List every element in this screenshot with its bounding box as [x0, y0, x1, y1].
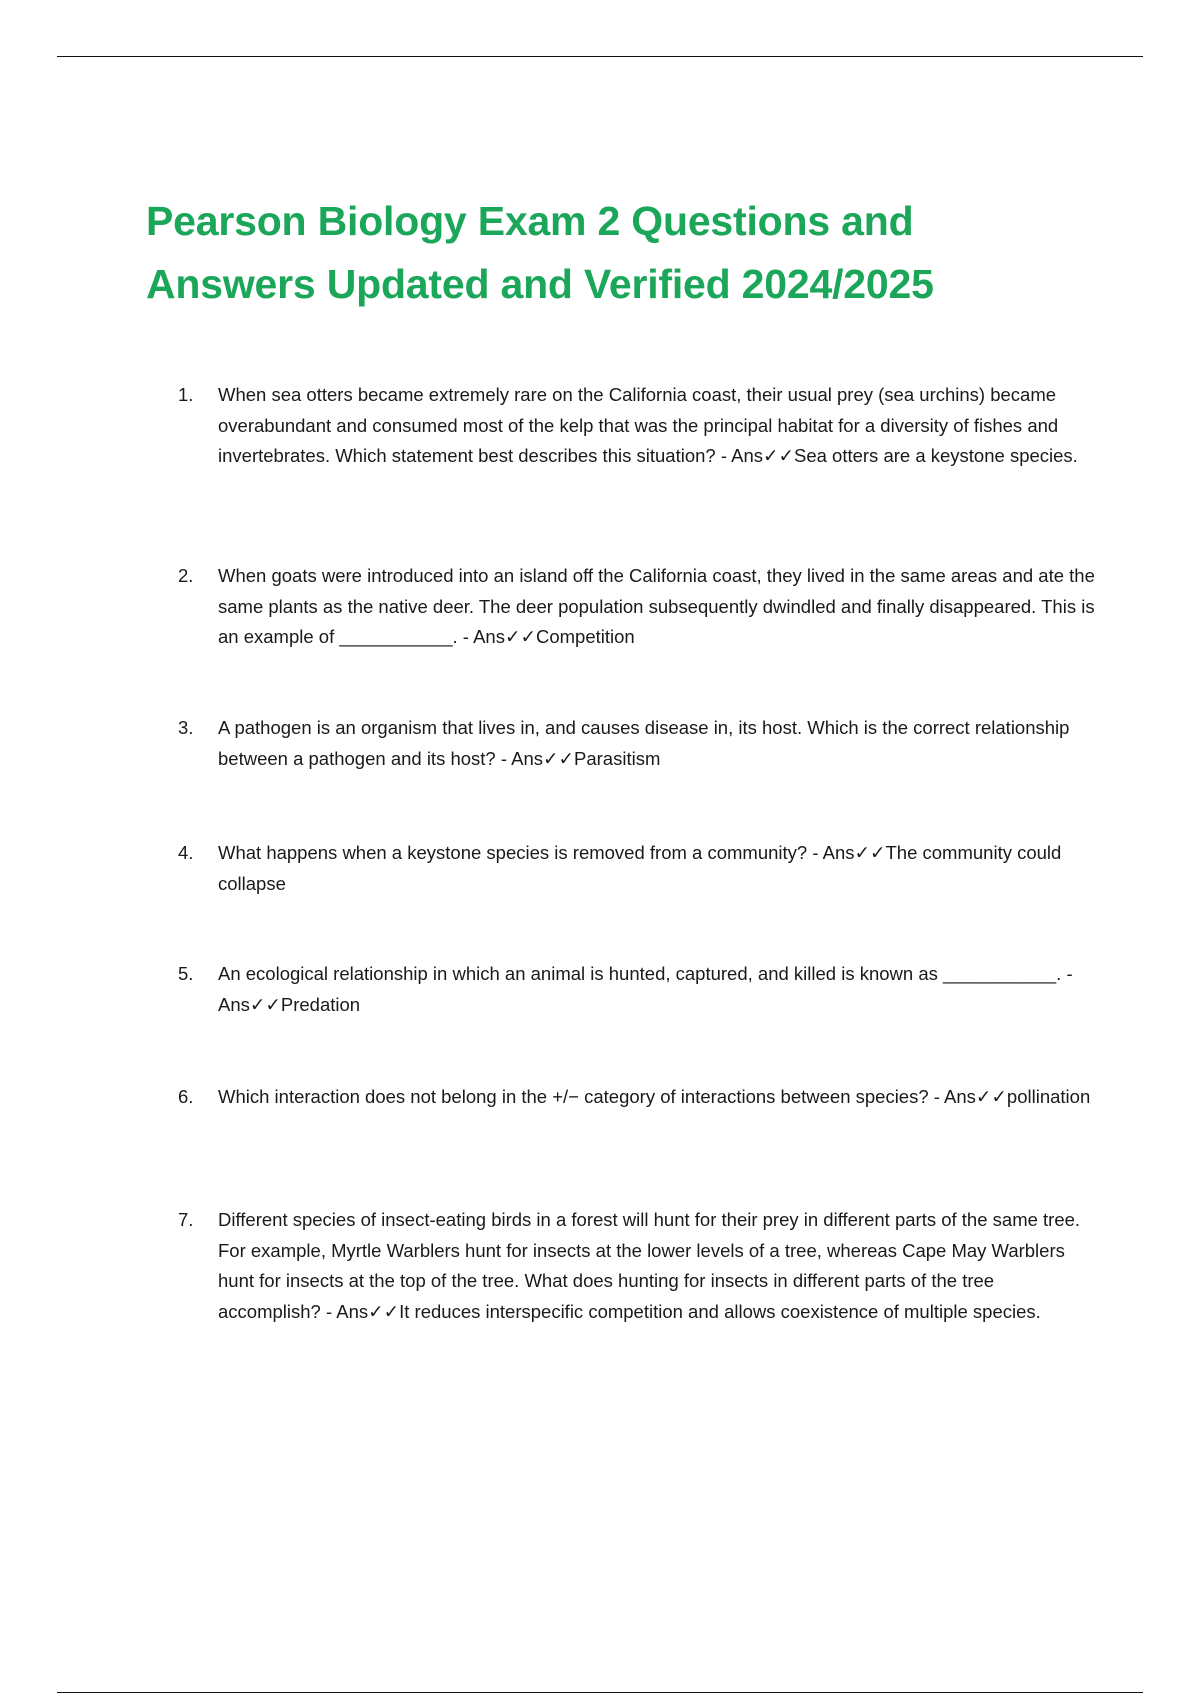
title-line-2: Answers Updated and Verified 2024/2025: [146, 261, 934, 307]
question-number: 3.: [178, 717, 194, 738]
question-text: An ecological relationship in which an animal is hunted, captured, and killed is known as ___________. - Ans✓✓Predation: [218, 963, 1073, 1015]
question-text: Different species of insect-eating birds in a forest will hunt for their prey in different parts of the same tree. For example, Myrtle Warblers hunt for insects at the lower levels of a tree, whereas Cape May Warblers hunt for insects at the top of the tree. What does hunting for insects in different parts of the tree accomplish? - Ans✓✓It reduces interspecific competition and allows coexistence of multiple species.: [218, 1209, 1081, 1322]
question-text: What happens when a keystone species is removed from a community? - Ans✓✓The community could collapse: [218, 842, 1062, 894]
question-text: When goats were introduced into an island off the California coast, they lived in the same areas and ate the same plants as the native deer. The deer population subsequently dwindled and finally disappeared. This is an example of ___________. - Ans✓✓Competition: [218, 565, 1095, 647]
header-rule: [57, 56, 1143, 57]
title-line-1: Pearson Biology Exam 2 Questions and: [146, 198, 914, 244]
question-text: Which interaction does not belong in the +/− category of interactions between species? - Ans✓✓pollination: [218, 1086, 1091, 1107]
question-number: 1.: [178, 384, 194, 405]
question-number: 4.: [178, 842, 194, 863]
question-number: 5.: [178, 963, 194, 984]
question-number: 2.: [178, 565, 194, 586]
question-text: When sea otters became extremely rare on the California coast, their usual prey (sea urchins) became overabundant and consumed most of the kelp that was the principal habitat for a diversity of fishes and invertebrates. Which statement best describes this situation? - Ans✓✓Sea otters are a keystone species.: [218, 384, 1078, 466]
question-number: 7.: [178, 1209, 194, 1230]
question-number: 6.: [178, 1086, 194, 1107]
footer-rule: [57, 1692, 1143, 1693]
question-text: A pathogen is an organism that lives in, and causes disease in, its host. Which is the correct relationship between a pathogen and its host? - Ans✓✓Parasitism: [218, 717, 1070, 769]
document-title: [146, 190, 1106, 316]
